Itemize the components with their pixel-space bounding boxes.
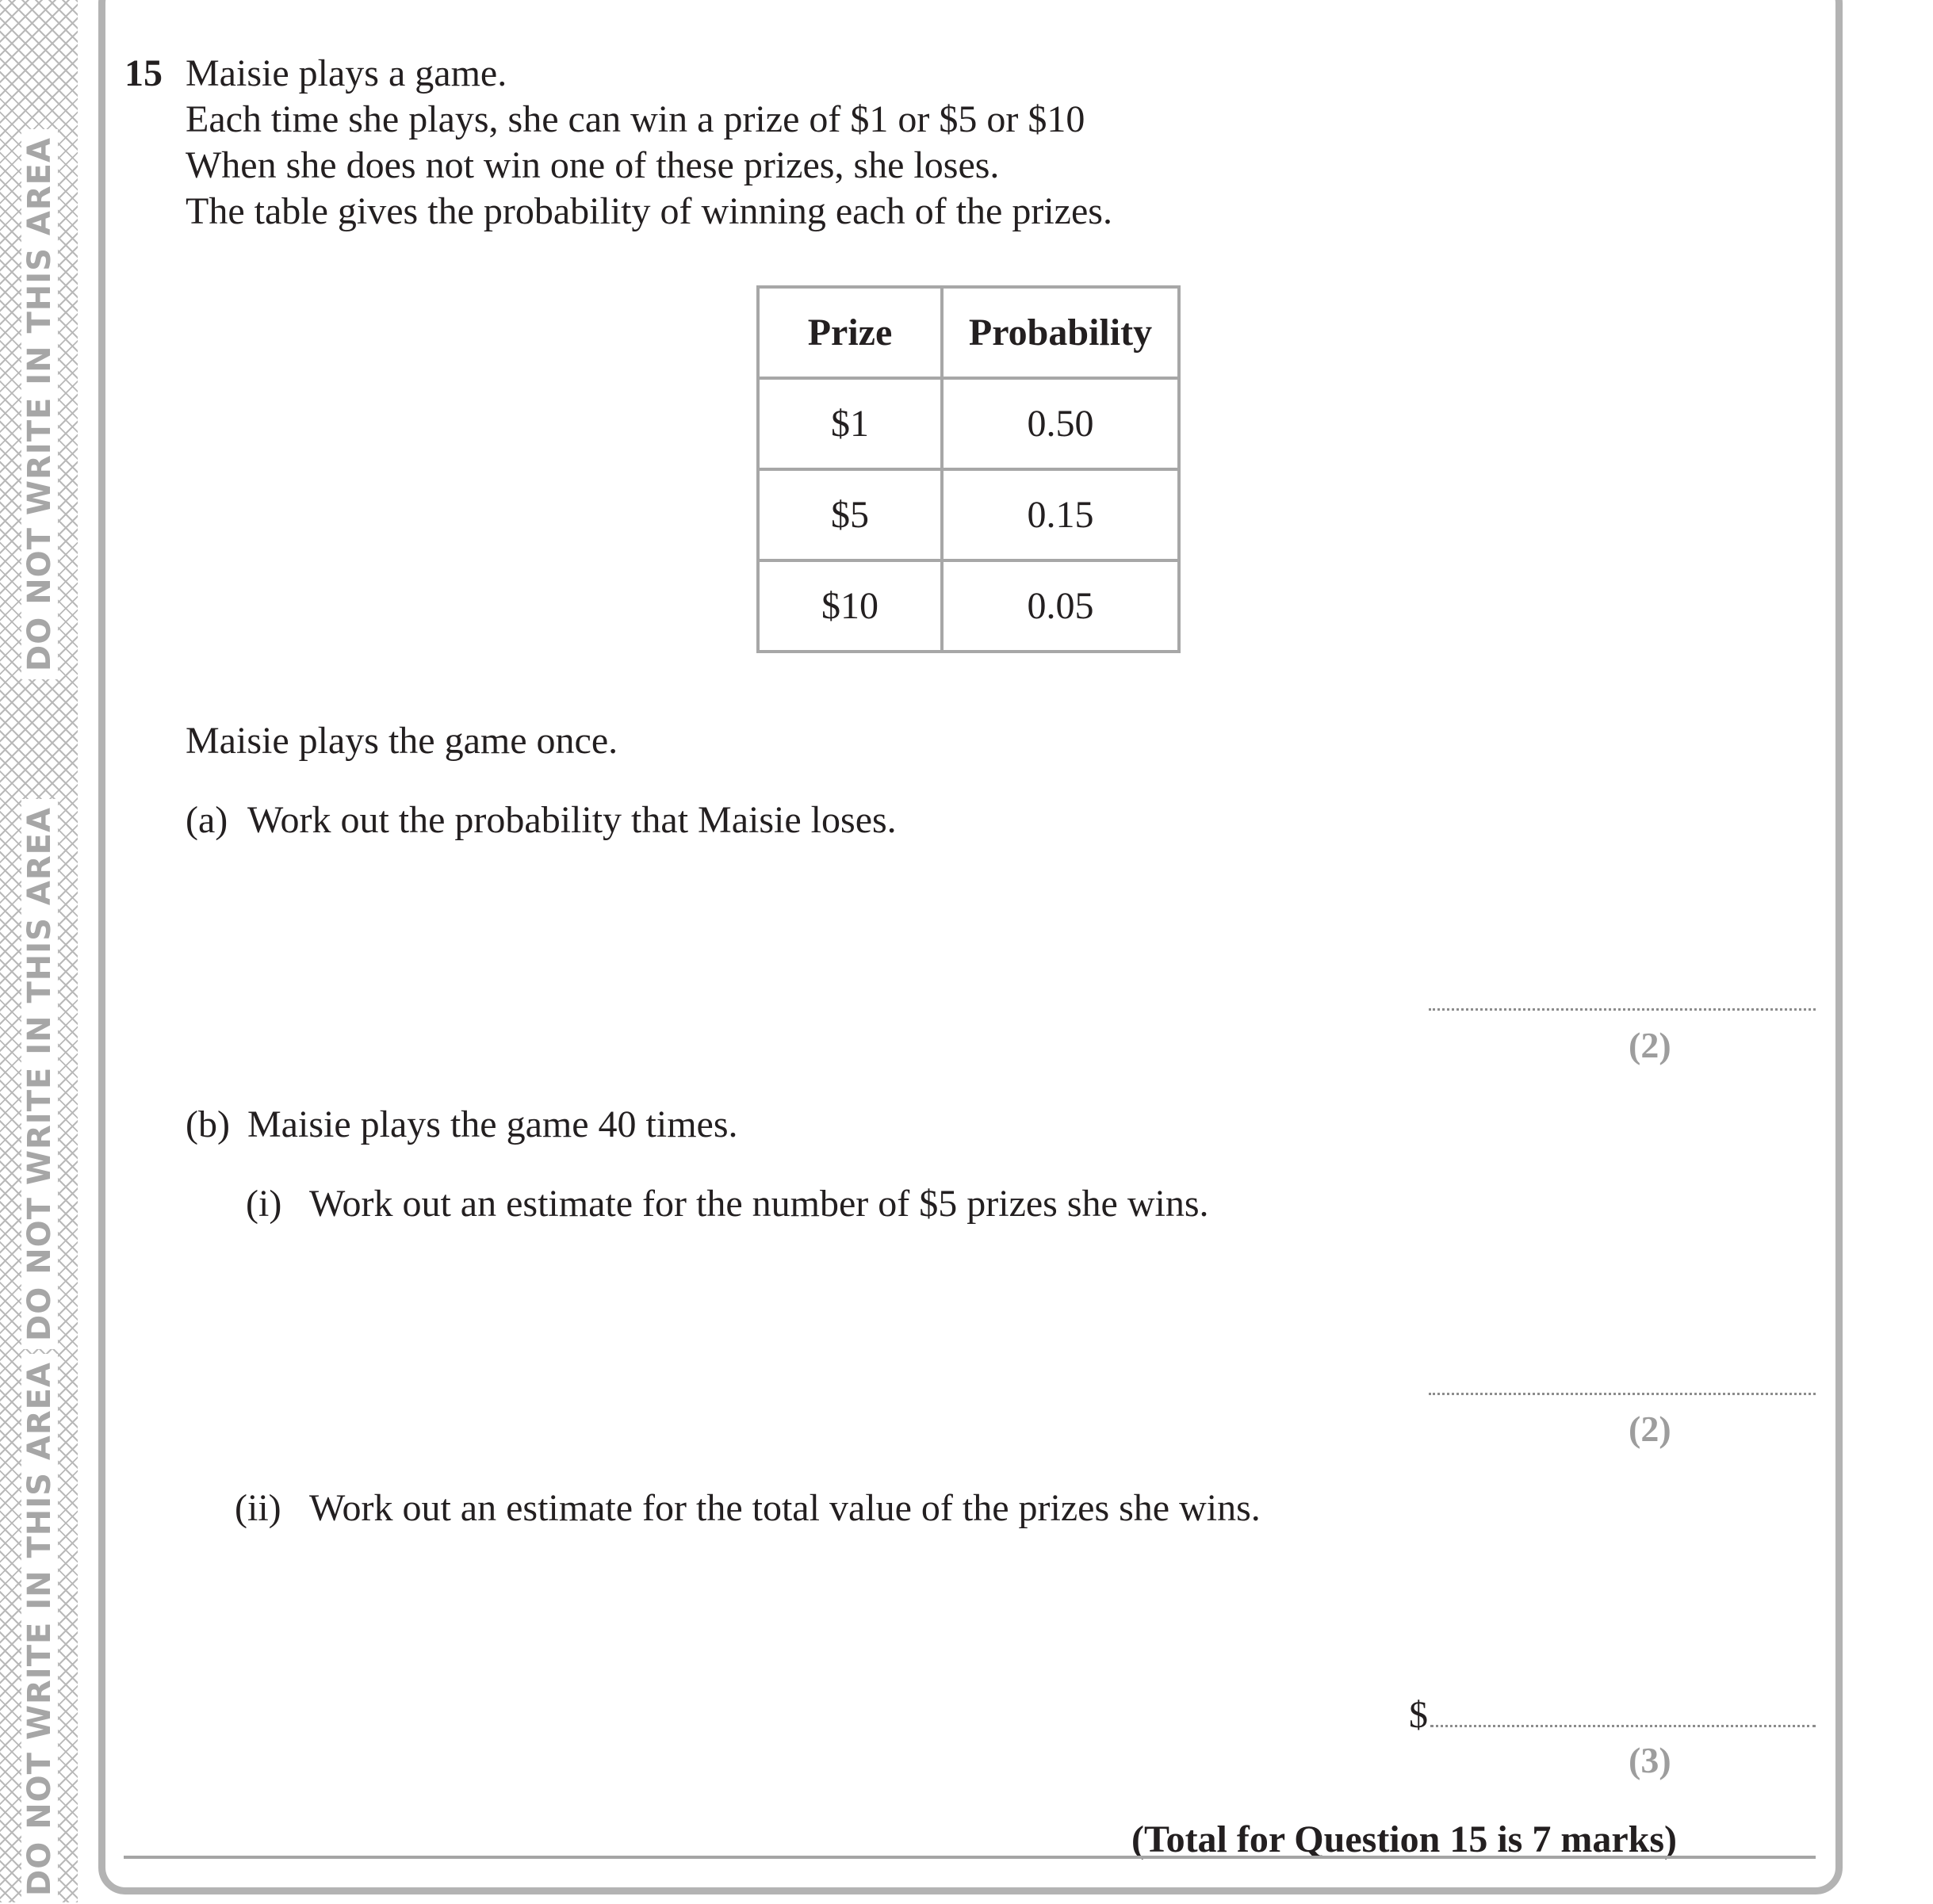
margin-label-bottom: DO NOT WRITE IN THIS AREA — [13, 1530, 67, 1728]
margin-label-middle: DO NOT WRITE IN THIS AREA — [13, 896, 67, 1252]
intro-line-4: The table gives the probability of winning each of the prizes. — [186, 190, 1112, 232]
part-a-text: Work out the probability that Maisie loses. — [247, 799, 897, 841]
probability-table — [756, 285, 1181, 653]
answer-line-b-ii[interactable] — [1430, 1725, 1816, 1727]
answer-line-a[interactable] — [1429, 1008, 1816, 1011]
part-a-label: (a) — [186, 799, 228, 841]
probability-cell: 0.50 — [942, 378, 1179, 469]
prize-cell: $10 — [758, 560, 942, 652]
question-total: (Total for Question 15 is 7 marks) — [1131, 1818, 1677, 1860]
margin-strip — [0, 0, 78, 1902]
probability-cell: 0.05 — [942, 560, 1179, 652]
part-b-i-text: Work out an estimate for the number of $5 prizes she wins. — [309, 1183, 1209, 1225]
table-header-row — [758, 287, 1179, 378]
prize-cell: $1 — [758, 378, 942, 469]
question-number: 15 — [124, 52, 163, 94]
intro-line-1: Maisie plays a game. — [186, 52, 507, 94]
part-b-text: Maisie plays the game 40 times. — [247, 1103, 738, 1145]
header-probability: Probability — [942, 287, 1179, 378]
part-b-i-label: (i) — [246, 1183, 282, 1225]
table-row — [758, 378, 1179, 469]
marks-b-ii: (3) — [1629, 1740, 1671, 1780]
dollar-sign: $ — [1409, 1694, 1428, 1736]
intro-line-3: When she does not win one of these prizes, she loses. — [186, 144, 1000, 186]
part-b-ii-label: (ii) — [235, 1487, 281, 1529]
header-prize: Prize — [758, 287, 942, 378]
margin-label-top: DO NOT WRITE IN THIS AREA — [13, 151, 67, 658]
answer-line-b-i[interactable] — [1429, 1393, 1816, 1395]
table-row — [758, 469, 1179, 560]
table-row — [758, 560, 1179, 652]
intro-line-2: Each time she plays, she can win a prize of $1 or $5 or $10 — [186, 98, 1085, 140]
page-frame — [98, 0, 1843, 1894]
total-divider — [124, 1856, 1816, 1859]
probability-cell: 0.15 — [942, 469, 1179, 560]
once-text: Maisie plays the game once. — [186, 720, 618, 762]
part-b-ii-text: Work out an estimate for the total value of the prizes she wins. — [309, 1487, 1261, 1529]
prize-cell: $5 — [758, 469, 942, 560]
part-b-label: (b) — [186, 1103, 230, 1145]
marks-a: (2) — [1629, 1025, 1671, 1065]
marks-b-i: (2) — [1629, 1409, 1671, 1449]
